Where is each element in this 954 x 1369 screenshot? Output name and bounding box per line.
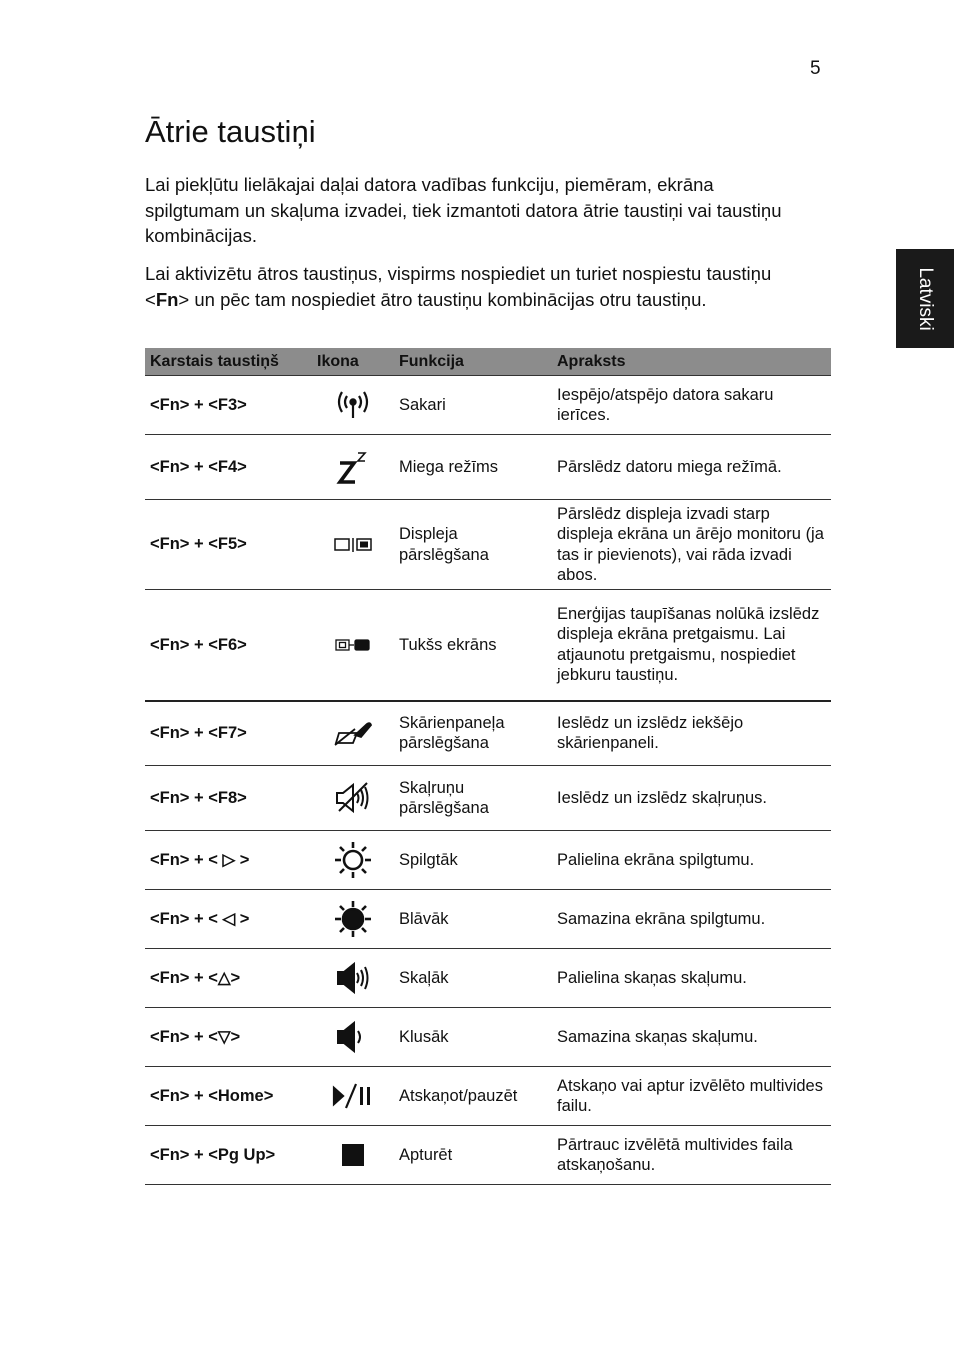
icon-cell <box>312 500 394 590</box>
function-cell: Tukšs ekrāns <box>394 590 552 701</box>
icon-cell <box>312 949 394 1008</box>
function-cell: Spilgtāk <box>394 831 552 890</box>
table-header-row <box>145 348 831 376</box>
hotkey-cell: <Fn> + <F5> <box>145 500 312 590</box>
icon-cell <box>312 701 394 766</box>
description-cell: Pārtrauc izvēlētā multivides faila atskaņošanu. <box>552 1126 831 1185</box>
hotkey-cell: <Fn> + <Pg Up> <box>145 1126 312 1185</box>
wireless-icon <box>333 390 373 420</box>
language-label: Latviski <box>915 266 936 331</box>
function-cell: Sakari <box>394 376 552 435</box>
header-description: Apraksts <box>552 348 831 376</box>
icon-cell <box>312 1067 394 1126</box>
table-row <box>145 949 831 1008</box>
brightness-down-icon <box>333 899 373 939</box>
table-row <box>145 701 831 766</box>
table-row <box>145 831 831 890</box>
intro-paragraph-1: Lai piekļūtu lielākajai daļai datora vadības funkciju, piemēram, ekrāna spilgtumam un skaļuma izvadei, tiek izmantoti datora ātrie taustiņi vai taustiņu kombinācijas. <box>145 174 782 246</box>
icon-cell <box>312 590 394 701</box>
hotkey-cell: <Fn> + <F6> <box>145 590 312 701</box>
table-row <box>145 1126 831 1185</box>
description-cell: Atskaņo vai aptur izvēlēto multivides failu. <box>552 1067 831 1126</box>
header-hotkey: Karstais taustiņš <box>145 348 312 376</box>
description-cell: Samazina skaņas skaļumu. <box>552 1008 831 1067</box>
icon-cell <box>312 1126 394 1185</box>
icon-cell <box>312 766 394 831</box>
hotkey-cell: <Fn> + < ▷ > <box>145 831 312 890</box>
hotkey-cell: <Fn> + <F4> <box>145 435 312 500</box>
function-cell: Displeja pārslēgšana <box>394 500 552 590</box>
icon-cell <box>312 831 394 890</box>
fn-key-label: Fn <box>155 288 179 310</box>
sleep-icon <box>333 447 373 487</box>
volume-up-icon <box>333 961 373 995</box>
hotkey-cell: <Fn> + <△> <box>145 949 312 1008</box>
intro-p2-start: Lai aktivizētu ātros taustiņus, vispirms nospiediet un turiet nospiestu taustiņu < <box>145 263 772 310</box>
speaker-mute-icon <box>333 781 373 815</box>
icon-cell <box>312 1008 394 1067</box>
header-icon: Ikona <box>312 348 394 376</box>
icon-cell <box>312 376 394 435</box>
function-cell: Blāvāk <box>394 890 552 949</box>
table-row <box>145 590 831 701</box>
function-cell: Skaļruņu pārslēgšana <box>394 766 552 831</box>
volume-down-icon <box>333 1020 373 1054</box>
play-pause-icon <box>331 1082 375 1110</box>
description-cell: Palielina skaņas skaļumu. <box>552 949 831 1008</box>
hotkeys-table <box>145 348 831 1185</box>
description-cell: Iespējo/atspējo datora sakaru ierīces. <box>552 376 831 435</box>
hotkey-cell: <Fn> + <▽> <box>145 1008 312 1067</box>
description-cell: Palielina ekrāna spilgtumu. <box>552 831 831 890</box>
function-cell: Skaļāk <box>394 949 552 1008</box>
function-cell: Atskaņot/pauzēt <box>394 1067 552 1126</box>
display-toggle-icon <box>333 537 373 553</box>
table-row <box>145 890 831 949</box>
description-cell: Ieslēdz un izslēdz skaļruņus. <box>552 766 831 831</box>
header-function: Funkcija <box>394 348 552 376</box>
description-cell: Pārslēdz datoru miega režīmā. <box>552 435 831 500</box>
page-title: Ātrie taustiņi <box>145 114 316 149</box>
hotkey-cell: <Fn> + <F3> <box>145 376 312 435</box>
function-cell: Apturēt <box>394 1126 552 1185</box>
language-side-tab <box>896 249 954 348</box>
description-cell: Samazina ekrāna spilgtumu. <box>552 890 831 949</box>
hotkey-cell: <Fn> + < ◁ > <box>145 890 312 949</box>
function-cell: Skārienpaneļa pārslēgšana <box>394 701 552 766</box>
table-row <box>145 435 831 500</box>
function-cell: Miega režīms <box>394 435 552 500</box>
table-row <box>145 1008 831 1067</box>
description-cell: Enerģijas taupīšanas nolūkā izslēdz displeja ekrāna pretgaismu. Lai atjaunotu pretgaismu, nospiediet jebkuru taustiņu. <box>552 590 831 701</box>
description-cell: Pārslēdz displeja izvadi starp displeja ekrāna un ārējo monitoru (ja tas ir pievienots), vai rāda izvadi abos. <box>552 500 831 590</box>
icon-cell <box>312 435 394 500</box>
page-number: 5 <box>810 58 821 79</box>
intro-paragraph-2 <box>145 261 805 312</box>
screen-blank-icon <box>333 637 373 653</box>
description-cell: Ieslēdz un izslēdz iekšējo skārienpaneli. <box>552 701 831 766</box>
table-row <box>145 376 831 435</box>
intro-p2-end: > un pēc tam nospiediet ātro taustiņu kombinācijas otru taustiņu. <box>178 288 707 310</box>
function-cell: Klusāk <box>394 1008 552 1067</box>
table-row <box>145 500 831 590</box>
brightness-up-icon <box>333 840 373 880</box>
hotkey-cell: <Fn> + <F8> <box>145 766 312 831</box>
stop-icon <box>339 1141 367 1169</box>
table-row <box>145 1067 831 1126</box>
hotkey-cell: <Fn> + <Home> <box>145 1067 312 1126</box>
table-row <box>145 766 831 831</box>
touchpad-toggle-icon <box>333 719 373 747</box>
hotkey-cell: <Fn> + <F7> <box>145 701 312 766</box>
icon-cell <box>312 890 394 949</box>
